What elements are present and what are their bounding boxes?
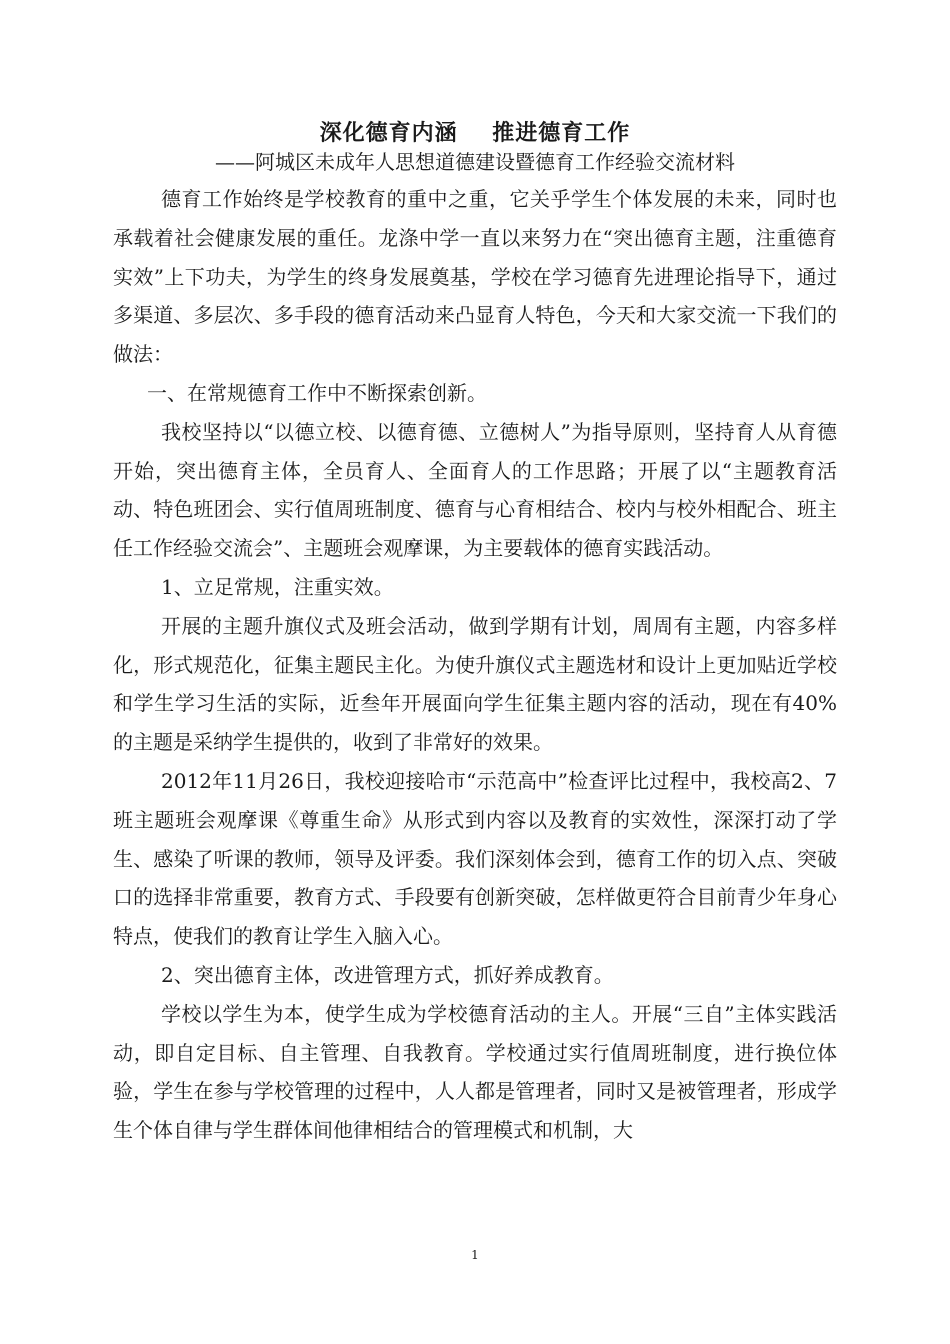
document-body [113,180,837,1150]
page-number: 1 [471,1248,479,1262]
paragraph-observation-class: 2012年11月26日，我校迎接哈市“示范高中”检查评比过程中，我校高2、7班主题班会观摩课《尊重生命》从形式到内容以及教育的实效性，深深打动了学生、感染了听课的教师，领导及评委。我们深刻体会到，德育工作的切入点、突破口的选择非常重要，教育方式、手段要有创新突破，怎样做更符合目前青少年身心特点，使我们的教育让学生入脑入心。 [113,768,837,949]
paragraph-flag-ceremony: 开展的主题升旗仪式及班会活动，做到学期有计划，周周有主题，内容多样化，形式规范化，征集主题民主化。为使升旗仪式主题选材和设计上更加贴近学校和学生学习生活的实际，近叁年开展面向学生征集主题内容的活动，现在有40%的主题是采纳学生提供的，收到了非常好的效果。 [113,613,837,755]
paragraph-intro: 德育工作始终是学校教育的重中之重，它关乎学生个体发展的未来，同时也承载着社会健康发展的重任。龙涤中学一直以来努力在“突出德育主题，注重德育实效”上下功夫，为学生的终身发展奠基，学校在学习德育先进理论指导下，通过多渠道、多层次、多手段的德育活动来凸显育人特色，今天和大家交流一下我们的做法： [113,187,837,367]
subheading-2: 2、突出德育主体，改进管理方式，抓好养成教育。 [161,962,614,987]
document-title: 深化德育内涵 推进德育工作 [319,120,631,146]
subheading-1: 1、立足常规，注重实效。 [161,574,394,599]
section-heading-1: 一、在常规德育工作中不断探索创新。 [147,380,487,405]
paragraph-student-management: 学校以学生为本，使学生成为学校德育活动的主人。开展“三自”主体实践活动，即自定目标、自主管理、自我教育。学校通过实行值周班制度，进行换位体验，学生在参与学校管理的过程中，人人都是管理者，同时又是被管理者，形成学生个体自律与学生群体间他律相结合的管理模式和机制，大 [113,1001,837,1143]
document-subtitle: ——阿城区未成年人思想道德建设暨德育工作经验交流材料 [215,150,735,174]
paragraph-principles: 我校坚持以“以德立校、以德育德、立德树人”为指导原则，坚持育人从育德开始，突出德育主体，全员育人、全面育人的工作思路；开展了以“主题教育活动、特色班团会、实行值周班制度、德育与心育相结合、校内与校外相配合、班主任工作经验交流会”、主题班会观摩课，为主要载体的德育实践活动。 [113,419,837,561]
